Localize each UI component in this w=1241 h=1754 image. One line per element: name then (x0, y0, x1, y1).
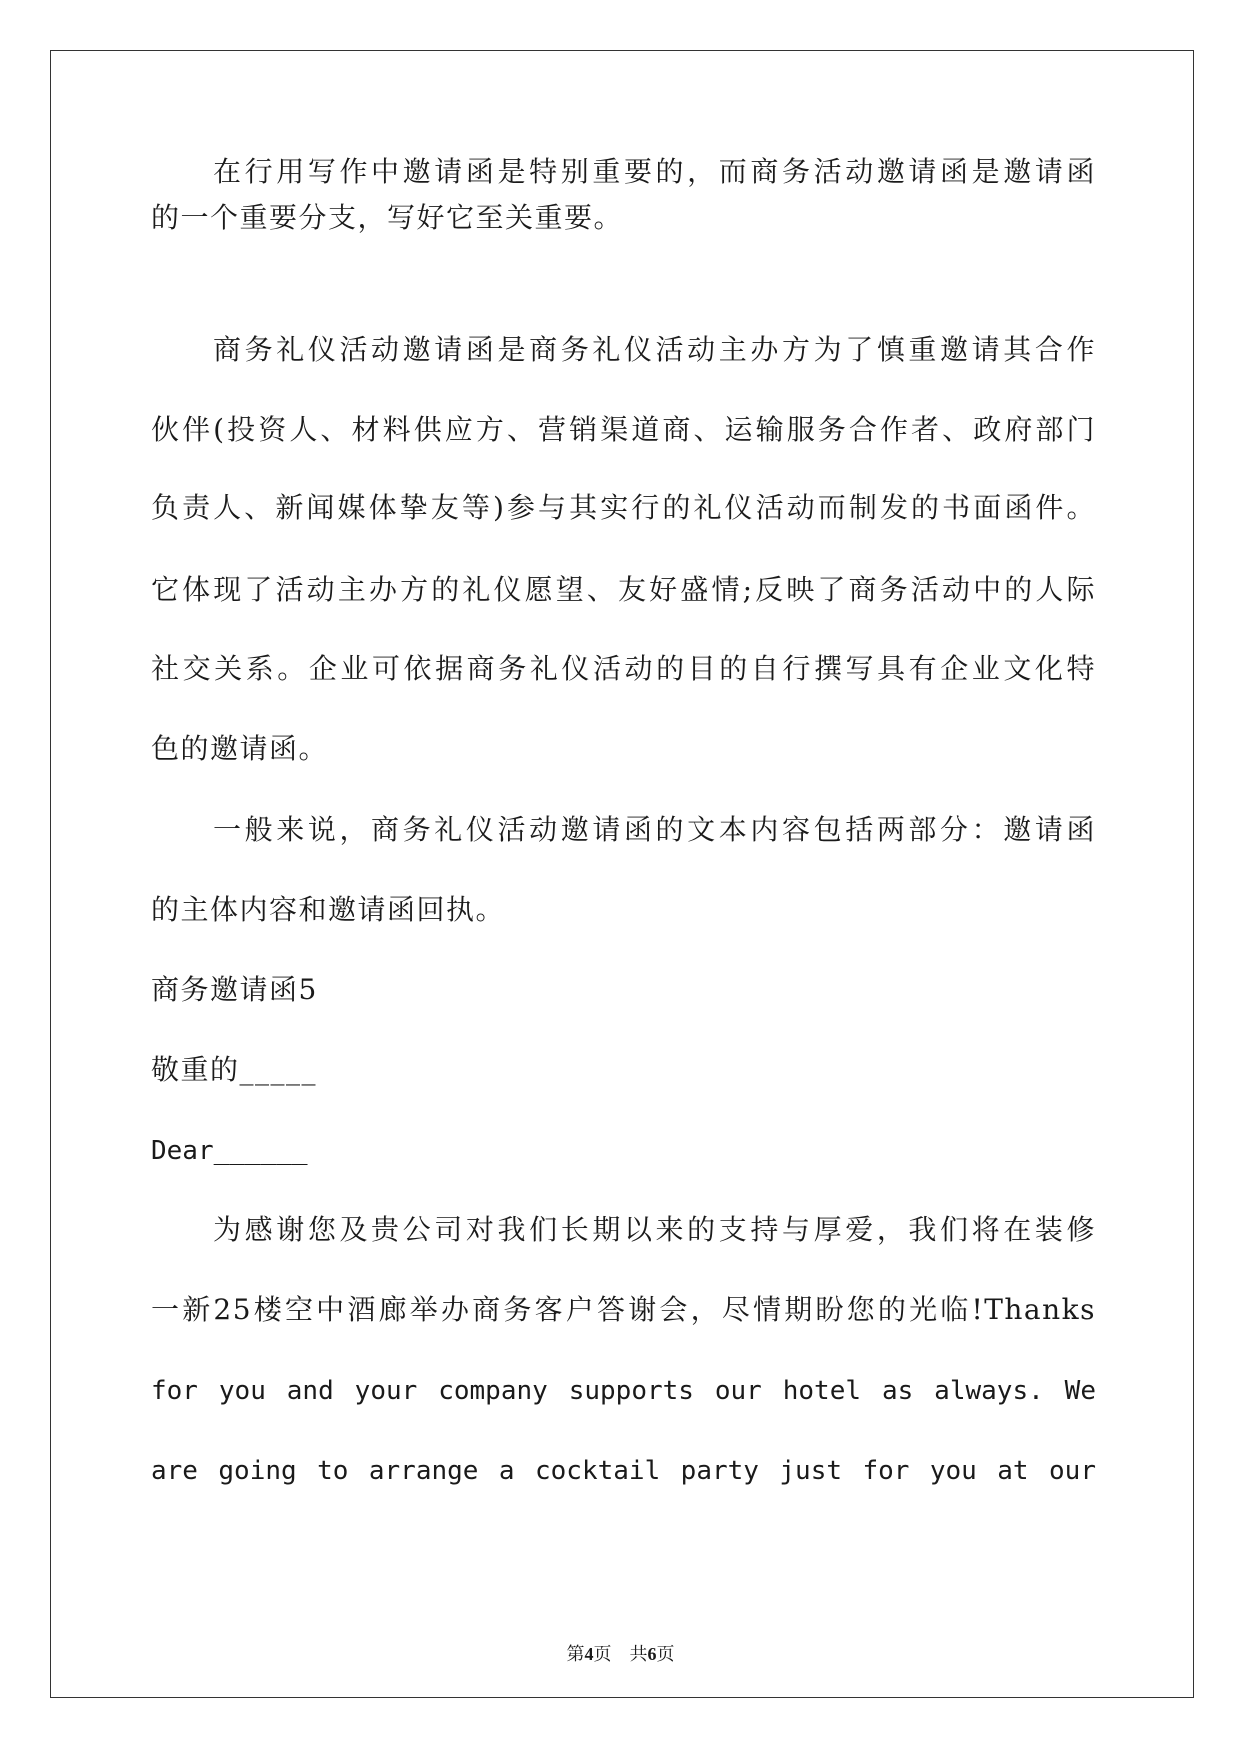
paragraph-line: 色的邀请函。 (151, 732, 329, 765)
page-border (50, 50, 1194, 1698)
paragraph-line: 社交关系。企业可依据商务礼仪活动的目的自行撰写具有企业文化特 (151, 652, 1096, 685)
salutation-cn: 敬重的_____ (151, 1053, 318, 1086)
page-total: 6 (647, 1644, 657, 1664)
paragraph-line: 为感谢您及贵公司对我们长期以来的支持与厚爱，我们将在装修 (213, 1213, 1096, 1246)
paragraph-line: 一般来说，商务礼仪活动邀请函的文本内容包括两部分：邀请函 (213, 813, 1096, 846)
paragraph-line: are going to arrange a cocktail party just for you at our (151, 1456, 1096, 1486)
section-heading: 商务邀请函5 (151, 973, 318, 1006)
paragraph-line: 在行用写作中邀请函是特别重要的，而商务活动邀请函是邀请函 (213, 155, 1096, 188)
paragraph-line: 商务礼仪活动邀请函是商务礼仪活动主办方为了慎重邀请其合作 (213, 333, 1096, 366)
paragraph-line: 的主体内容和邀请函回执。 (151, 893, 506, 926)
paragraph-line: 伙伴(投资人、材料供应方、营销渠道商、运输服务合作者、政府部门 (151, 413, 1096, 446)
paragraph-line: 负责人、新闻媒体挚友等)参与其实行的礼仪活动而制发的书面函件。 (151, 491, 1096, 524)
salutation-en: Dear______ (151, 1136, 308, 1166)
paragraph-line: 的一个重要分支，写好它至关重要。 (151, 201, 624, 234)
total-suffix: 页 (656, 1644, 675, 1665)
page-prefix: 第 (566, 1644, 585, 1665)
total-prefix: 共 (629, 1644, 648, 1665)
page-footer (0, 1642, 1241, 1667)
page-current: 4 (584, 1644, 594, 1664)
paragraph-line: 它体现了活动主办方的礼仪愿望、友好盛情;反映了商务活动中的人际 (151, 573, 1096, 606)
paragraph-line: 一新25楼空中酒廊举办商务客户答谢会，尽情期盼您的光临!Thanks (151, 1293, 1096, 1326)
paragraph-line: for you and your company supports our hotel as always. We (151, 1376, 1096, 1406)
page-mid: 页 (593, 1644, 612, 1665)
